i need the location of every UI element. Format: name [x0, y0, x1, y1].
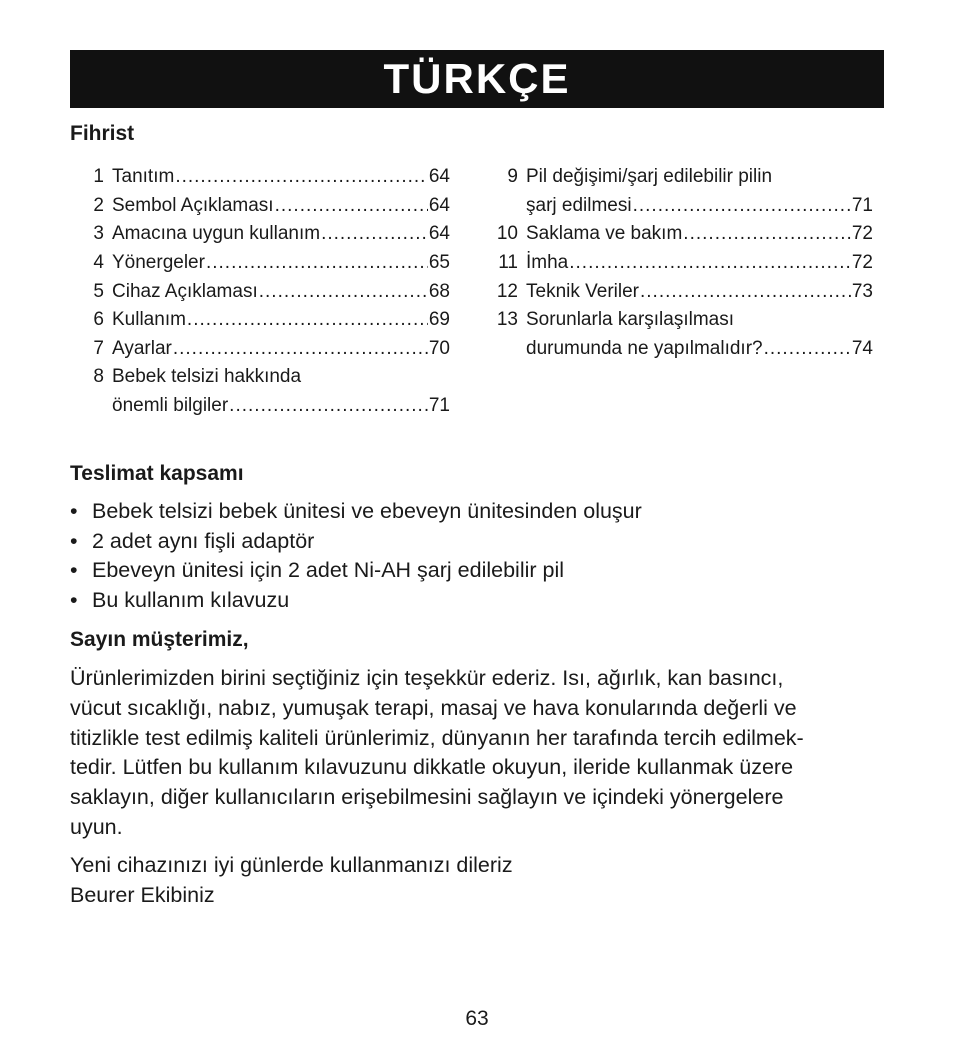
- toc-title: İmha: [526, 252, 569, 274]
- toc-entry[interactable]: [490, 163, 873, 192]
- toc-leader: [229, 395, 428, 417]
- toc-column-right: [490, 163, 873, 363]
- toc-page: 68: [428, 280, 450, 302]
- toc-page: 72: [851, 223, 873, 245]
- toc-title: Yönergeler: [112, 252, 205, 274]
- toc-leader: [321, 223, 428, 245]
- toc-number: 3: [93, 223, 104, 245]
- toc-entry[interactable]: [76, 306, 450, 335]
- toc-number: 10: [496, 223, 518, 245]
- body-line: titizlikle test edilmiş kaliteli ürünlerimiz, dünyanın her tarafında tercih edilmek-: [70, 725, 804, 750]
- toc-title: Pil değişimi/şarj edilebilir pilin: [526, 166, 773, 188]
- toc-number: 12: [496, 280, 518, 302]
- bullet-icon: •: [70, 528, 78, 553]
- toc-entry[interactable]: [76, 335, 450, 364]
- toc-entry[interactable]: [76, 192, 450, 221]
- toc-page: 64: [428, 194, 450, 216]
- toc-title: Saklama ve bakım: [526, 223, 683, 245]
- toc-entry[interactable]: [490, 277, 873, 306]
- toc-page: 64: [428, 166, 450, 188]
- toc-page: 69: [428, 309, 450, 331]
- toc-number: 1: [93, 166, 104, 188]
- toc-title-continued: önemli bilgiler: [112, 395, 229, 417]
- toc-leader: [175, 166, 428, 188]
- toc-leader: [259, 281, 428, 303]
- toc-title-continued: şarj edilmesi: [526, 194, 632, 216]
- toc-page: 71: [851, 194, 873, 216]
- toc-entry[interactable]: [490, 306, 873, 335]
- toc-title: Sorunlarla karşılaşılması: [526, 309, 735, 331]
- toc-entry-continuation[interactable]: [490, 192, 873, 221]
- letter-body: [70, 664, 890, 843]
- toc-number: 8: [93, 366, 104, 388]
- toc-title: Ayarlar: [112, 337, 172, 359]
- body-line: saklayın, diğer kullanıcıların erişebilmesini sağlayın ve içindeki yönergelere: [70, 785, 784, 810]
- toc-leader: [275, 195, 428, 217]
- toc-leader: [640, 281, 851, 303]
- toc-leader: [173, 338, 428, 360]
- list-item: [70, 556, 642, 586]
- body-line: vücut sıcaklığı, nabız, yumuşak terapi, masaj ve hava konularında değerli ve: [70, 695, 797, 720]
- toc-page: 70: [428, 337, 450, 359]
- toc-title: Cihaz Açıklaması: [112, 280, 258, 302]
- toc-number: 13: [496, 309, 518, 331]
- toc-entry[interactable]: [76, 249, 450, 278]
- language-banner: [70, 50, 884, 108]
- toc-number: 6: [93, 309, 104, 331]
- toc-entry[interactable]: [490, 249, 873, 278]
- toc-number: 4: [93, 252, 104, 274]
- toc-leader: [764, 338, 851, 360]
- toc-entry[interactable]: [76, 363, 450, 392]
- toc-title: Sembol Açıklaması: [112, 194, 274, 216]
- toc-column-left: [76, 163, 450, 420]
- delivery-list: [70, 497, 642, 615]
- toc-leader: [206, 252, 428, 274]
- toc-entry[interactable]: [76, 220, 450, 249]
- toc-entry[interactable]: [76, 163, 450, 192]
- bullet-icon: •: [70, 588, 78, 613]
- toc-page: 72: [851, 252, 873, 274]
- toc-page: 74: [851, 337, 873, 359]
- page-title: TÜRKÇE: [383, 55, 571, 102]
- toc-entry-continuation[interactable]: [490, 335, 873, 364]
- toc-leader: [187, 309, 428, 331]
- toc-number: 9: [507, 166, 518, 188]
- toc-title-continued: durumunda ne yapılmalıdır?: [526, 337, 763, 359]
- list-item-text: Ebeveyn ünitesi için 2 adet Ni-AH şarj edilebilir pil: [92, 558, 565, 583]
- toc-entry[interactable]: [490, 220, 873, 249]
- list-item-text: 2 adet aynı fişli adaptör: [92, 528, 315, 553]
- toc-leader: [633, 195, 851, 217]
- bullet-icon: •: [70, 499, 78, 524]
- body-line: tedir. Lütfen bu kullanım kılavuzunu dikkatle okuyun, ileride kullanmak üzere: [70, 755, 794, 780]
- toc-title: Bebek telsizi hakkında: [112, 366, 302, 388]
- toc-leader: [683, 223, 851, 245]
- body-line: Ürünlerimizden birini seçtiğiniz için teşekkür ederiz. Isı, ağırlık, kan basıncı,: [70, 666, 784, 690]
- toc-page: 71: [428, 395, 450, 417]
- toc-leader: [569, 252, 851, 274]
- page-number: 63: [465, 1007, 489, 1030]
- toc-heading: Fihrist: [70, 122, 135, 145]
- toc-title: Amacına uygun kullanım: [112, 223, 321, 245]
- toc-page: 65: [428, 252, 450, 274]
- toc-entry[interactable]: [76, 277, 450, 306]
- delivery-heading: Teslimat kapsamı: [70, 462, 244, 485]
- list-item-text: Bu kullanım kılavuzu: [92, 588, 290, 613]
- list-item-text: Bebek telsizi bebek ünitesi ve ebeveyn ünitesinden oluşur: [92, 499, 642, 524]
- toc-number: 2: [93, 194, 104, 216]
- closing-line: Yeni cihazınızı iyi günlerde kullanmanızı dileriz: [70, 853, 513, 877]
- body-line: uyun.: [70, 814, 123, 839]
- toc-title: Tanıtım: [112, 166, 175, 188]
- toc-page: 73: [851, 280, 873, 302]
- signature-line: Beurer Ekibiniz: [70, 882, 215, 907]
- letter-closing: [70, 851, 890, 911]
- toc-title: Kullanım: [112, 309, 186, 331]
- toc-page: 64: [428, 223, 450, 245]
- bullet-icon: •: [70, 558, 78, 583]
- list-item: [70, 586, 642, 616]
- toc-entry-continuation[interactable]: [76, 392, 450, 421]
- list-item: [70, 527, 642, 557]
- toc-title: Teknik Veriler: [526, 280, 639, 302]
- toc-number: 11: [498, 252, 518, 274]
- toc-number: 5: [93, 280, 104, 302]
- letter-heading: Sayın müşterimiz,: [70, 628, 249, 651]
- toc-number: 7: [93, 337, 104, 359]
- list-item: [70, 497, 642, 527]
